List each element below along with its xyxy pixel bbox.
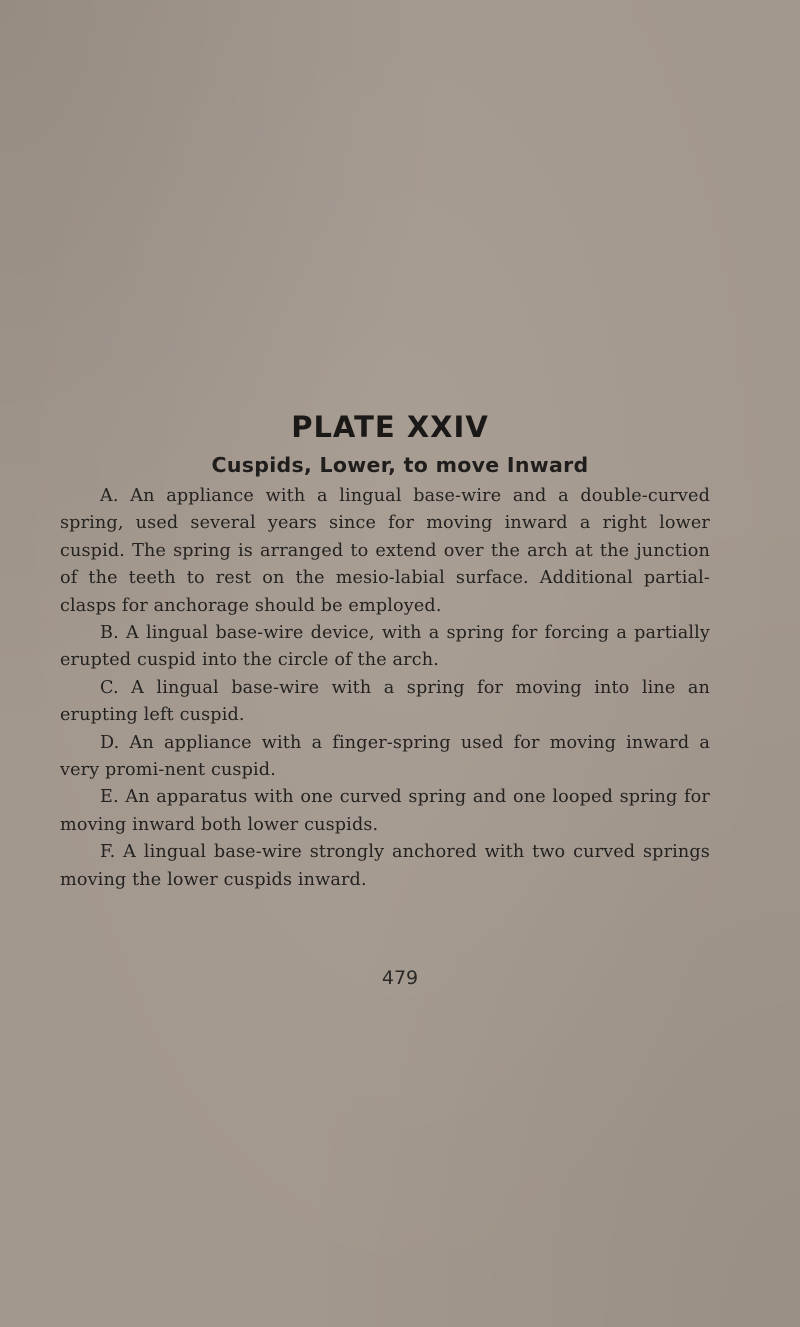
plate-subtitle: Cuspids, Lower, to move Inward xyxy=(211,453,589,477)
paragraph-a: A. An appliance with a lingual base-wire and a double-curved spring, used several years since for moving inward a right lower cuspid. The spring is arranged to extend over the arch at the junction of the teeth to rest on the mesio-labial surface. Additional partial-clasps for anchorage should be employed. xyxy=(60,486,710,616)
paragraph-e: E. An apparatus with one curved spring and one looped spring for moving inward both lower cuspids. xyxy=(60,787,710,835)
paragraph-c: C. A lingual base-wire with a spring for moving into line an erupting left cuspid. xyxy=(60,677,710,726)
paragraph-b: B. A lingual base-wire device, with a spring for forcing a partially erupted cuspid into the circle of the arch. xyxy=(60,623,710,671)
paragraph-f: F. A lingual base-wire strongly anchored with two curved springs moving the lower cuspids inward. xyxy=(60,842,710,890)
plate-description xyxy=(60,483,710,894)
page-number: 479 xyxy=(381,967,419,989)
plate-title: PLATE XXIV xyxy=(291,410,489,444)
paragraph-d: D. An appliance with a finger-spring used for moving inward a very promi-nent cuspid. xyxy=(60,732,710,781)
